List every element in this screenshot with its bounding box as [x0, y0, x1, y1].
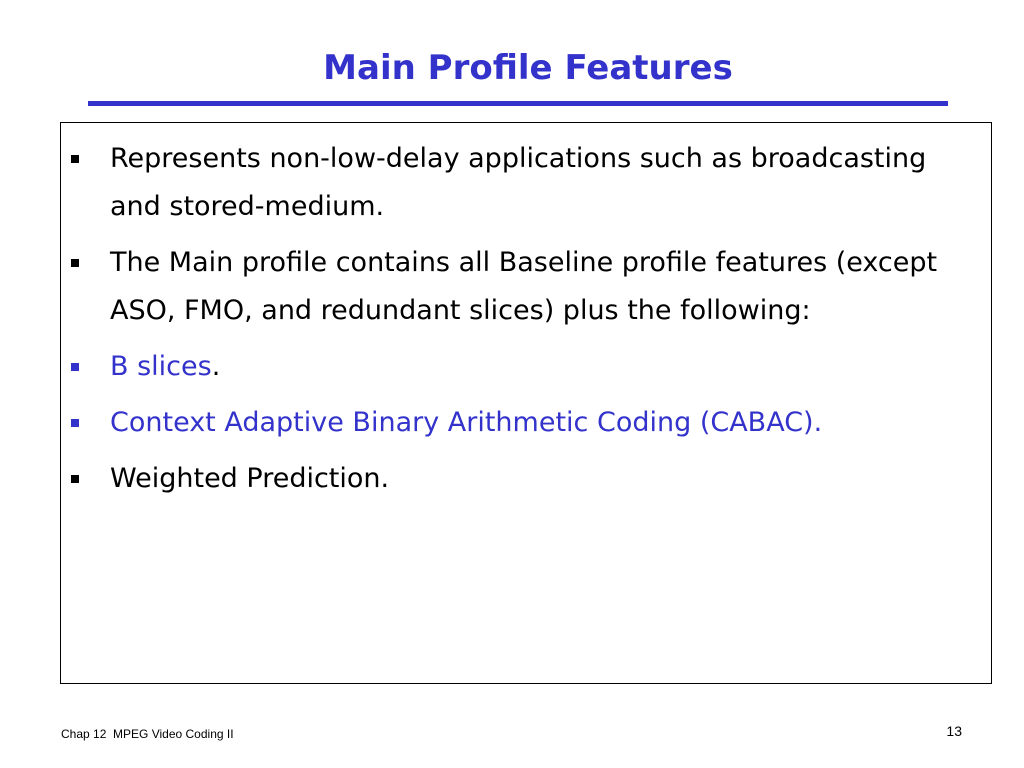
square-bullet-icon: [71, 475, 79, 483]
bullet-trailing-punctuation: .: [211, 351, 221, 382]
square-bullet-icon: [71, 419, 79, 427]
bullet-text: Context Adaptive Binary Arithmetic Coding (CABAC).: [110, 407, 823, 438]
bullet-item: [61, 343, 991, 391]
content-box: [60, 122, 992, 684]
title-underline: [88, 101, 948, 106]
square-bullet-icon: [71, 155, 79, 163]
bullet-text: B slices: [110, 351, 212, 382]
bullet-item: [61, 135, 991, 231]
slide-title: Main Profile Features: [323, 48, 733, 88]
page-number: 13: [946, 723, 962, 739]
bullet-item: [61, 455, 991, 503]
bullet-item: [61, 239, 991, 335]
footer-chapter-label: Chap 12 MPEG Video Coding II: [61, 727, 234, 741]
bullet-list: [61, 135, 991, 511]
bullet-text: Weighted Prediction.: [110, 463, 390, 494]
square-bullet-icon: [71, 363, 79, 371]
bullet-text: Represents non-low-delay applications such as broadcasting and stored-medium.: [110, 143, 927, 222]
bullet-item: [61, 399, 991, 447]
square-bullet-icon: [71, 259, 79, 267]
bullet-text: The Main profile contains all Baseline profile features (except ASO, FMO, and redundant slices) plus the following:: [110, 247, 938, 326]
